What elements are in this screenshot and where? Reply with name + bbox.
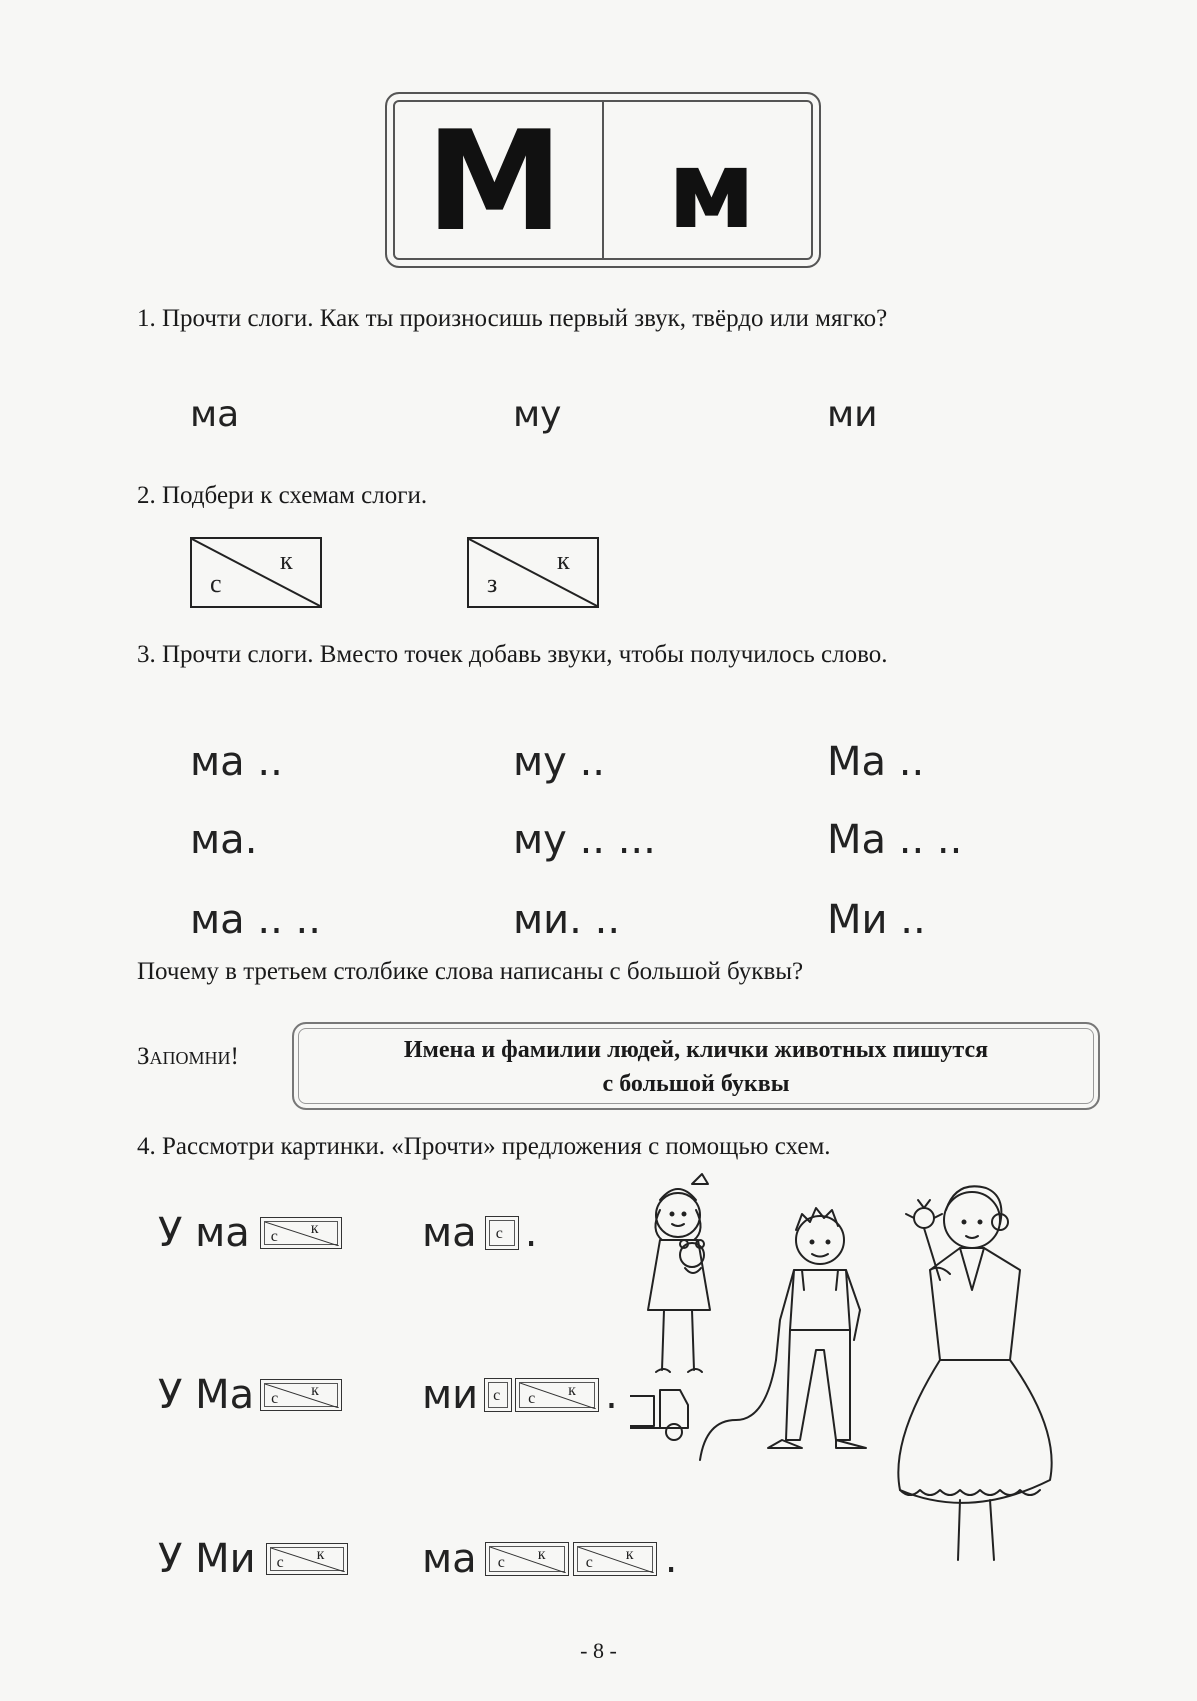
task1-syllable-3: ми xyxy=(827,394,878,435)
syllable-scheme-icon: с к xyxy=(573,1542,657,1576)
family-illustration xyxy=(630,1160,1100,1600)
letter-upper: М xyxy=(425,101,564,262)
page-number: - 8 - xyxy=(580,1638,617,1663)
syllable-scheme-icon: с к xyxy=(485,1542,569,1576)
consonant-scheme-icon: с xyxy=(484,1378,512,1412)
task3-col3-item: Ма .. .. xyxy=(827,817,963,863)
task3-question: Почему в третьем столбике слова написаны с большой буквы? xyxy=(137,958,804,985)
consonant-scheme-icon: с xyxy=(485,1216,519,1250)
girl-figure xyxy=(648,1174,710,1372)
scheme-consonant-label: з xyxy=(487,569,498,598)
task3-col2-item: му .. ... xyxy=(513,817,656,863)
task3-col1-item: ма .. xyxy=(190,739,283,785)
task2-text: 2. Подбери к схемам слоги. xyxy=(137,482,428,509)
task3-col3-item: Ми .. xyxy=(827,897,926,943)
remember-box xyxy=(292,1022,1100,1110)
scheme-box-1 xyxy=(190,537,322,608)
task3-text: 3. Прочти слоги. Вместо точек добавь звуки, чтобы получилось слово. xyxy=(137,641,888,668)
scheme-vowel-label: к xyxy=(280,546,293,575)
syllable-scheme-icon: с к xyxy=(515,1378,599,1412)
task1-syllable-1: ма xyxy=(190,394,240,435)
sentence-subject: У ма xyxy=(158,1210,250,1256)
remember-line-2: с большой буквы xyxy=(602,1071,790,1097)
task3-col1-item: ма .. .. xyxy=(190,897,321,943)
letter-lower: м xyxy=(667,128,756,253)
syllable-scheme-icon: с к xyxy=(266,1543,348,1575)
sentence-2-object: ми с с к . xyxy=(422,1372,618,1418)
sentence-subject: У Ма xyxy=(158,1372,255,1418)
task3-col2-item: му .. xyxy=(513,739,605,785)
syllable-scheme-icon: с к xyxy=(260,1379,342,1411)
task3-col2-item: ми. .. xyxy=(513,897,621,943)
scheme-vowel-label: к xyxy=(557,546,570,575)
sentence-1 xyxy=(158,1208,342,1258)
task3-col1-item: ма. xyxy=(190,817,258,863)
task1-text: 1. Прочти слоги. Как ты произносишь первый звук, твёрдо или мягко? xyxy=(137,305,888,332)
sentence-3-object: ма с к с к . xyxy=(422,1536,678,1582)
scheme-consonant-label: с xyxy=(210,569,222,598)
task1-syllable-2: му xyxy=(513,394,562,435)
toy-truck-icon xyxy=(630,1390,688,1440)
remember-line-1: Имена и фамилии людей, клички животных пишутся xyxy=(403,1037,989,1063)
task3-col3-item: Ма .. xyxy=(827,739,925,785)
boy-figure xyxy=(700,1208,866,1460)
syllable-scheme-icon: с к xyxy=(260,1217,342,1249)
scheme-box-2 xyxy=(467,537,599,608)
remember-label: Запомни! xyxy=(137,1043,239,1070)
sentence-1-object: ма с . xyxy=(422,1210,538,1256)
task4-text: 4. Рассмотри картинки. «Прочти» предложения с помощью схем. xyxy=(137,1133,831,1160)
letter-card xyxy=(385,92,821,268)
sentence-2 xyxy=(158,1370,342,1420)
sentence-3 xyxy=(158,1534,348,1584)
woman-figure xyxy=(898,1186,1051,1560)
sentence-subject: У Ми xyxy=(158,1536,256,1582)
